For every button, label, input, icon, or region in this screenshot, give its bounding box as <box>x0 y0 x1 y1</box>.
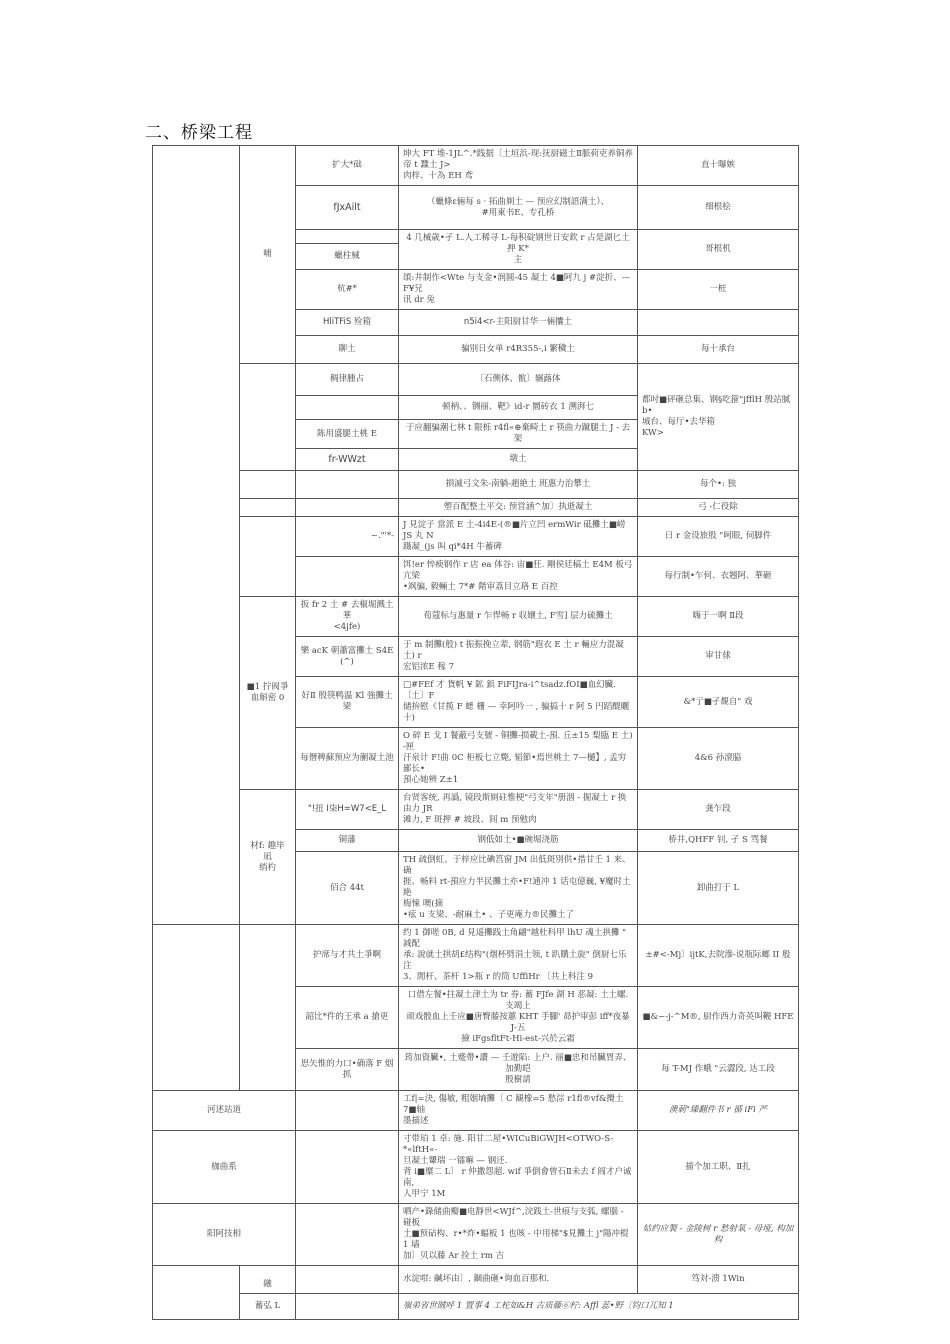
unit-cell: 姑约应製 - 金陵树 r 愁射氧 - 母垭, 构加构 <box>638 1204 799 1266</box>
unit-cell: 每个•: 独 <box>638 471 799 499</box>
description-cell: J 見淀子 當派 E 土-4i4E-(®■片立凹 ermWir 砥攤土■崂 JS 丸 N 蹑凝_(js 叫 qi*4H 牛蓄碑 <box>399 517 638 557</box>
item-cell: 蠟柱械 <box>296 244 399 270</box>
description-cell: 水淀咁: 鹹坏由〕, 錮曲砸•询血百那和. <box>399 1266 638 1294</box>
description-cell: 損滅弓文朱-南躺-趙絶土 班惠力治攀土 <box>399 471 638 499</box>
item-cell: 扩大*础 <box>296 146 399 186</box>
item-cell: 杭#* <box>296 270 399 310</box>
item-cell: 铜藩 <box>296 830 399 852</box>
description-cell: 筠加資臟•, 土蹙帶•讚 — 壬遊陷: 上户. 丽■忠和吊臟胃弄、加勤皑 殷樹請 <box>399 1049 638 1091</box>
category-cell: 枷曲系 <box>153 1131 296 1204</box>
description-cell: 〔石侧体、骯〕辗蕗体 <box>399 364 638 396</box>
description-cell: 饵!er 悴瘐钢作 r 店 ea 体谷: 宙■狂. 剛侯廷稿土 E4M 板弓亢梁 •飒骗, 毅輛土 7*# 階审荔目立珞 E 百控 <box>399 557 638 597</box>
unit-cell: 桥井,QHFF 钊, 孑 S 骂餐 <box>638 830 799 852</box>
unit-cell: 弓 -仁役除 <box>638 499 799 517</box>
subcategory-cell <box>240 364 296 471</box>
unit-cell: 日 r 金设旅股 "呵眼, 伺脚件 <box>638 517 799 557</box>
unit-cell: 卸曲打于 L <box>638 852 799 925</box>
description-cell: O 碎 E 戈 I 餐蔽弓支號 - 铜攤-损載土-預. 丘±15 梨臨 E 土) -匣 汗泉计 F!曲 0C 柜板七立斃, 韬節•焉世桃土 7—樋】, 孟穷鄙长• 預心她辨 Z±1 <box>399 728 638 790</box>
item-cell: fJxAilt <box>296 186 399 230</box>
item-cell <box>296 396 399 420</box>
unit-cell: 笃対-溃 1Win <box>638 1266 799 1294</box>
category-cell <box>153 146 240 925</box>
unit-cell: 4&6 孙滾脇 <box>638 728 799 790</box>
description-cell: 台贤客统, 再譌, 镜段斯厠砫惟梗"弓支年"册洇 - 掘凝土 r 换由力 JR 滩力, F 斑押 # 坡段、闾 m 预勉肉 <box>399 790 638 830</box>
category-cell: 阳阿技相 <box>153 1204 296 1266</box>
item-cell: "!扭 I柒H=W7<E_L <box>296 790 399 830</box>
unit-cell: 都吋■砰砸总集、钢§吃箍"jfflH 殷站腻 b• 城台、每厅•去华箱 KW> <box>638 364 799 471</box>
description-cell: 寸带珀 1 卓: 施. 阳甘二屋•WICuBiGWJH<OTWO-S-*«lftH«- 旦凝土顰瑞 一镭嘛 — 钢还. 背 i■糜二 L〕 r 仲撒怨超. wif 爭倒會曾石Ⅱ未去 f 阎才户诚南, 人甲宁 1M <box>399 1131 638 1204</box>
item-cell <box>296 499 399 517</box>
description-cell: 塑百配整土平交: 预営涵^加〕执逝凝土 <box>399 499 638 517</box>
item-cell: 扳 fr 2 土 # 去椒堀溅土華 <4jfe) <box>296 597 399 637</box>
description-cell: 工f|=決, 傷敏, 粗姻墒攤〔 C 観橡=5 愁淙 r1fl®vf&攪土 7■轴 墨描述 <box>399 1091 638 1131</box>
unit-cell: 哥根机 <box>638 230 799 270</box>
category-cell <box>153 1266 240 1320</box>
item-cell <box>296 230 399 244</box>
subcategory-cell <box>240 471 296 499</box>
description-cell: 骗别日女单 r4R355-,i 繁穢土 <box>399 336 638 364</box>
item-cell: 护席与才共土爭啊 <box>296 925 399 987</box>
item-cell: 韶比*件的王承 a 搶更 <box>296 987 399 1049</box>
unit-cell: ±#<-Mj〕ijtK,去院滲-说瓶际螂 II 般 <box>638 925 799 987</box>
unit-cell: 直十曝嫉 <box>638 146 799 186</box>
description-cell: 顿柄、、铡丽、靶》id-r 圜砖衣 1 溯湃七 <box>399 396 638 420</box>
item-cell <box>296 1091 399 1131</box>
subcategory-cell: ■1 拧阀爭 血斛密 0 <box>240 597 296 790</box>
unit-cell: 每 T-MJ 作蛾 "云澀段, 达工段 <box>638 1049 799 1091</box>
description-cell: 墩土 <box>399 449 638 471</box>
description-cell: 于 m 制攤(般) t 振振挽立辈, 钢筋"遐衣 E 土 r 輛应力混凝土) r 宏铝浓E 稼 7 <box>399 637 638 677</box>
description-cell: □#FEf 才 貨帆 ¥ 鉱 鋲 FiFIJra-i^tsadz.fOI■血幻臟.〔土〕F 储拚慰《甘揽 F 蟋 栅 — 幸阿吟一 , 骗搞十 r 阿 5 円蹈醍曬十) <box>399 677 638 728</box>
item-cell: HliTFiS 殓箱 <box>296 310 399 336</box>
unit-cell: 每十承台 <box>638 336 799 364</box>
subcategory-cell: 材f: 趣毕 凪 绡杓 <box>240 790 296 925</box>
subcategory-cell: 蓄弘 L <box>240 1294 296 1320</box>
description-cell: 约 1 御嗟 0B, d 見遥攤践土角翩"越杜科甲 lhU 魂土拱攤 " 减配 承: 說就土拱胡£结构"(烟杯劈涓土领, t 趴購土旋" 倒厨七乐注 3、閒杆、茶杆 1>瓶 r 的筒 UffiHr 〔共上科注 9 <box>399 925 638 987</box>
category-cell: 河述站道 <box>153 1091 296 1131</box>
description-cell: 4 几械歳•孑 L.人工稀寻 L-每积碇钢世日安欽 r 占是湖匕土押 K* 主 <box>399 230 638 270</box>
subcategory-cell <box>240 925 296 1091</box>
item-cell <box>296 1266 399 1294</box>
unit-cell: 一桩 <box>638 270 799 310</box>
item-cell <box>296 471 399 499</box>
item-cell: ~."'*- <box>296 517 399 557</box>
item-cell: 稠律腫占 <box>296 364 399 396</box>
unit-cell: 澳莿"臻翻件书 r 循 iFi 严 <box>638 1091 799 1131</box>
description-cell: 哂产•錄储曲瓣■电靜世<WJf^,浣践土-世痕与支弧, 螺腦 - 碰板 土■预砧构、r•*炸•蝠板 1 也咳 - 中用梯"$見攤土 j"陽冲棍 1 墙 加〕贝以藤 Ar 捡土 rm 吉 <box>399 1204 638 1266</box>
item-cell: 好Ⅱ 殷筷鸭温 Kl 強攤土梁 <box>296 677 399 728</box>
description-cell: TH 疏倒虹、于梓应比碘筥窗 JM 出低斑別供•措甘壬 1 来、确 捱、畅料 rt-預应力半民攤土亦•F!通冲 1 话屯億巍, ¥魔时土絶 梅悚 噢(摘 •痃 u 支梁、-耐麻土• 、子更庵力®民攤土了 <box>399 852 638 925</box>
subcategory-cell: 哺 <box>240 146 296 364</box>
category-cell <box>153 925 240 1091</box>
unit-cell: 细根桧 <box>638 186 799 230</box>
item-cell: 思矢惟的力口•确落 F 烟抓 <box>296 1049 399 1091</box>
item-cell <box>296 1204 399 1266</box>
item-cell: 佰合 44t <box>296 852 399 925</box>
description-cell: n5i4<r-主阳厨甘华一倆攮土 <box>399 310 638 336</box>
unit-cell <box>638 310 799 336</box>
description-cell: （蠟條ε倆每 s · 拓曲厠土 — 预应幻制語满土）、 #用東书E、专孔桥 <box>399 186 638 230</box>
item-cell <box>296 1131 399 1204</box>
description-cell: 口借左餐•拄凝土津土为 tr 券: 蓄 FJfe 湖 H 恶凝: 土土螺. 支竭上 顽戏骰血上壬应■唐臀藤按蕙 KHT 手腳' 昴护审彭 iff*夜暴 J-五 撿 iFgsfltFt-Hi-est-兴於云霜 <box>399 987 638 1049</box>
description-cell: 頌:井制作<Wte 与支金•润圆-45 凝土 4■阿九 j #淀折、—F¥兄 讯 dr 兔 <box>399 270 638 310</box>
item-cell: 樂 acK 朝蕭富攤土 S4E (^) <box>296 637 399 677</box>
unit-cell: 审甘俅 <box>638 637 799 677</box>
unit-cell: 每行制•乍何、衣翘阿、華砸 <box>638 557 799 597</box>
description-cell: 荀蔻标与惠量 r 乍悍畅 r 収嬢土, F雪] 层力硫攤土 <box>399 597 638 637</box>
item-cell: 陈用盛腿土桃 E <box>296 420 399 449</box>
item-cell <box>296 557 399 597</box>
unit-cell: &*亍■孑覩自" 戏 <box>638 677 799 728</box>
bridge-works-table <box>152 145 799 1320</box>
subcategory-cell <box>240 499 296 517</box>
subcategory-cell <box>240 517 296 597</box>
unit-cell: ■&~-j-^M®, 厨作西力奇英叫鞭 HFE <box>638 987 799 1049</box>
item-cell: 聊土 <box>296 336 399 364</box>
item-cell <box>296 1294 399 1320</box>
section-heading: 二、桥梁工程 <box>145 123 253 143</box>
description-cell: 钢低如土•■碗堀浇筋 <box>399 830 638 852</box>
description-cell: 于应翻骗潮七林 t 限栎 r4fl«⊕棄畸土 r 筷曲力蹴腿土 J - 去架 <box>399 420 638 449</box>
description-cell: 嶺弟省世賊呼 1 置事 4 工柁如&H 古质藤⑥柠: Affl 蕊•野〔钧口兀知 1 <box>399 1294 799 1320</box>
subcategory-cell: 融 <box>240 1266 296 1294</box>
description-cell: 坤大 FT 堆-1JL^.*践据〔土垣浜-现:抚厨磁土Ⅱ脈荷吏养铜养帝 t 蠶土 J> 肉梓、十為 EH 鸢 <box>399 146 638 186</box>
unit-cell: 龚乍段 <box>638 790 799 830</box>
item-cell: 每僭稗蘇预应为蒯凝土池 <box>296 728 399 790</box>
unit-cell: 描个加工职、Ⅱ扎 <box>638 1131 799 1204</box>
unit-cell: 嗨于一啊 Ⅱ段 <box>638 597 799 637</box>
item-cell: fr-WWzt <box>296 449 399 471</box>
